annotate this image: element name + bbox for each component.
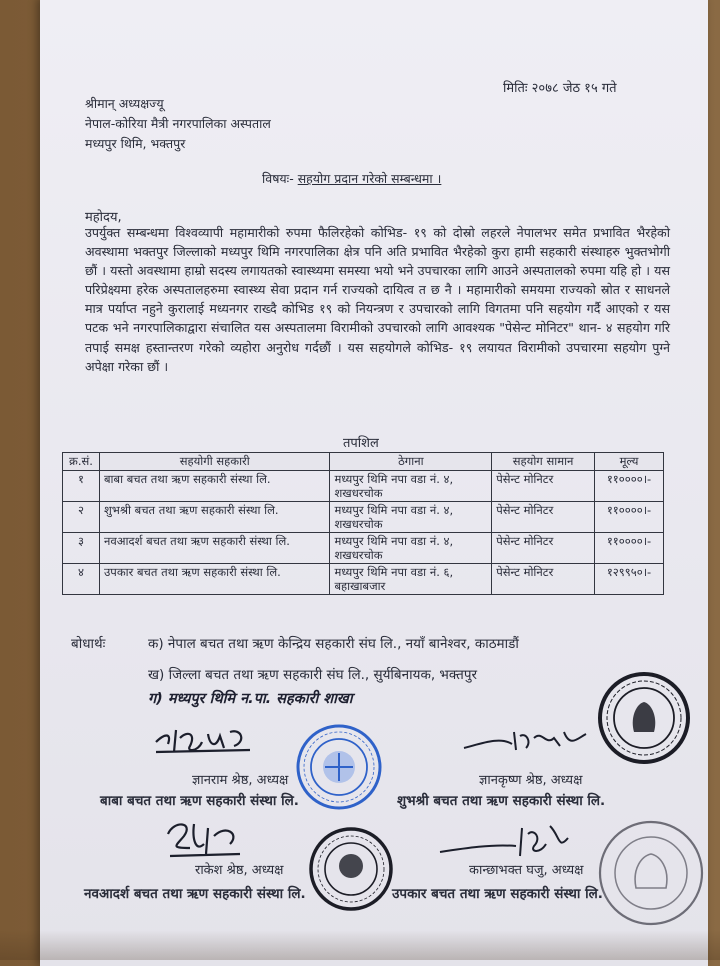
cc-item-1: क) नेपाल बचत तथा ऋण केन्द्रिय सहकारी संघ लि., नयाँ बानेश्वर, काठमाडौं — [148, 636, 519, 652]
cell-sn: १ — [63, 471, 100, 502]
table-header-row — [63, 453, 664, 471]
cell-item: पेसेन्ट मोनिटर — [492, 502, 595, 533]
cell-org: शुभश्री बचत तथा ऋण सहकारी संस्था लि. — [99, 502, 330, 533]
cooperative-seal-blue — [295, 723, 383, 811]
cc-item-3-handwritten: ग) मध्यपुर थिमि न.पा. सहकारी शाखा — [148, 691, 353, 707]
header-sn: क्र.सं. — [63, 453, 100, 471]
subject-line — [262, 170, 441, 187]
page-shadow — [0, 930, 720, 960]
table-row — [63, 533, 664, 564]
cooperative-seal-black-middle — [308, 826, 394, 912]
cell-sn: ४ — [63, 564, 100, 595]
header-amount: मूल्य — [595, 453, 664, 471]
cell-item: पेसेन्ट मोनिटर — [492, 471, 595, 502]
cell-address: मध्यपुर थिमि नपा वडा नं. ४, शखधरचोक — [330, 471, 492, 502]
table-row — [63, 502, 664, 533]
cell-item: पेसेन्ट मोनिटर — [492, 564, 595, 595]
cell-address: मध्यपुर थिमि नपा वडा नं. ६, बहाखाबजार — [330, 564, 492, 595]
signatory-2-org: शुभश्री बचत तथा ऋण सहकारी संस्था लि. — [397, 793, 606, 809]
cell-address: मध्यपुर थिमि नपा वडा नं. ४, शखधरचोक — [330, 533, 492, 564]
cell-org: उपकार बचत तथा ऋण सहकारी संस्था लि. — [99, 564, 330, 595]
letter-date: मितिः २०७८ जेठ १५ गते — [503, 81, 617, 96]
donation-table — [62, 452, 664, 595]
signatory-4-name: कान्छाभक्त घजु, अध्यक्ष — [469, 863, 584, 878]
letter-body: उपर्युक्त सम्बन्धमा विश्वव्यापी महामारीको रुपमा फैलिरहेको कोभिड- १९ को दोस्रो लहरले नेपालभर समेत प्रभावित भैरहेको अवस्थामा भक्तपुर जिल्लाको मध्यपुर थिमि नगरपालिका क्षेत्र पनि अति प्रभावित भैरहेको कुरा हामी सहकारी संस्थाहरु भुक्तभोगी छौं । यस्तो अवस्थामा हाम्रो सदस्य लगायतको स्वास्थ्यमा समस्या भयो भने उपचारका लागि आउने अस्पतालको रुपमा यहि हो । यस परिप्रेक्ष्यमा हरेक अस्पतालहरुमा स्वास्थ्य सेवा प्रदान गर्न राज्यको दायित्व त छ नै । महामारीको समयमा राज्यको स्रोत र साधनले मात्र पर्याप्त नहुने कुरालाई मध्यनगर राख्दै कोभिड १९ को नियन्त्रण र उपचारको लागि विगतमा पनि सहयोग गर्दै आएको र यस पटक भने नगरपालिकाद्वारा संचालित यस अस्पतालमा विरामीको उपचारको लागि आवश्यक "पेसेन्ट मोनिटर" थान- ४ सहयोग गरि तपाई समक्ष हस्तान्तरण गरेको व्यहोरा अनुरोध गर्दछौं । यस सहयोगले कोभिड- १९ लयायत विरामीको उपचारमा सहयोग पुग्ने अपेक्षा गरेका छौं । — [85, 225, 670, 374]
cell-amount: ११००००।- — [595, 533, 664, 564]
cell-item: पेसेन्ट मोनिटर — [492, 533, 595, 564]
table-row — [63, 564, 664, 595]
cell-sn: ३ — [63, 533, 100, 564]
header-address: ठेगाना — [330, 453, 492, 471]
signature-1 — [150, 712, 260, 758]
cc-item-2: ख) जिल्ला बचत तथा ऋण सहकारी संघ लि., सुर्यबिनायक, भक्तपुर — [148, 667, 478, 683]
cell-amount: १२९९५०।- — [595, 564, 664, 595]
header-item: सहयोग सामान — [492, 453, 595, 471]
cell-amount: ११००००।- — [595, 471, 664, 502]
signatory-1-org: बाबा बचत तथा ऋण सहकारी संस्था लि. — [100, 793, 299, 809]
addressee-line-3: मध्यपुर थिमि, भक्तपुर — [85, 136, 186, 151]
cooperative-seal-black-bottom — [596, 818, 706, 928]
addressee-line-1: श्रीमान् अध्यक्षज्यू — [85, 96, 164, 111]
signature-4 — [436, 818, 576, 864]
cell-org: बाबा बचत तथा ऋण सहकारी संस्था लि. — [99, 471, 330, 502]
cell-amount: ११००००।- — [595, 502, 664, 533]
signatory-3-org: नवआदर्श बचत तथा ऋण सहकारी संस्था लि. — [84, 886, 306, 902]
subject-text: सहयोग प्रदान गरेको सम्बन्धमा । — [297, 171, 442, 186]
signature-2 — [460, 718, 590, 758]
salutation: महोदय, — [85, 210, 122, 225]
cooperative-seal-black-top — [596, 670, 692, 766]
cell-org: नवआदर्श बचत तथा ऋण सहकारी संस्था लि. — [99, 533, 330, 564]
table-row — [63, 471, 664, 502]
signatory-4-org: उपकार बचत तथा ऋण सहकारी संस्था लि. — [392, 886, 603, 902]
signatory-2-name: ज्ञानकृष्ण श्रेष्ठ, अध्यक्ष — [479, 773, 583, 788]
cell-address: मध्यपुर थिमि नपा वडा नं. ४, शखधरचोक — [330, 502, 492, 533]
cc-label: बोधार्थः — [71, 636, 106, 652]
signature-3 — [160, 814, 250, 864]
cell-sn: २ — [63, 502, 100, 533]
signatory-3-name: राकेश श्रेष्ठ, अध्यक्ष — [195, 863, 284, 878]
addressee-line-2: नेपाल-कोरिया मैत्री नगरपालिका अस्पताल — [85, 116, 271, 131]
signatory-1-name: ज्ञानराम श्रेष्ठ, अध्यक्ष — [192, 773, 289, 788]
table-caption: तपशिल — [343, 436, 379, 451]
subject-label: विषयः- — [262, 171, 294, 186]
header-org: सहयोगी सहकारी — [99, 453, 330, 471]
